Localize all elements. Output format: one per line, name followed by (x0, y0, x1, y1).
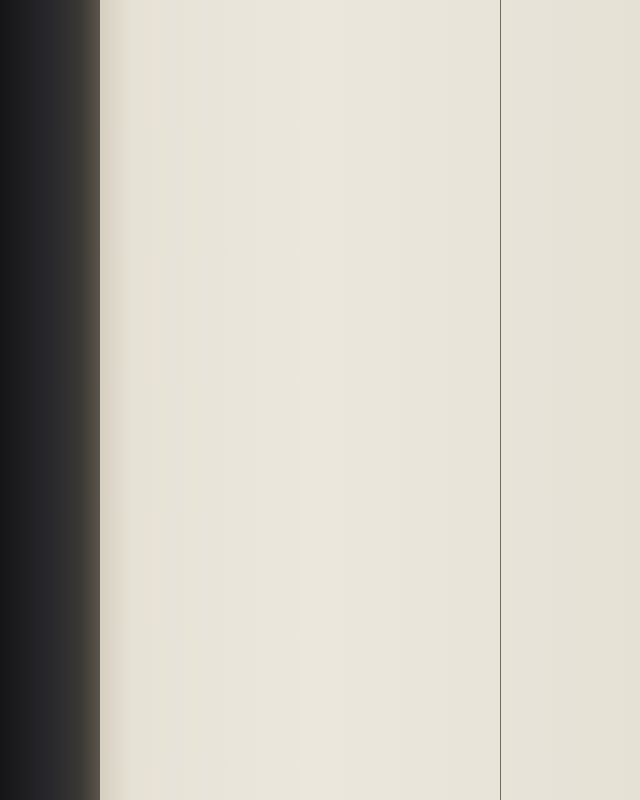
newspaper-page (100, 0, 640, 800)
column-rule (500, 0, 501, 800)
book-binding-shadow (0, 0, 100, 800)
